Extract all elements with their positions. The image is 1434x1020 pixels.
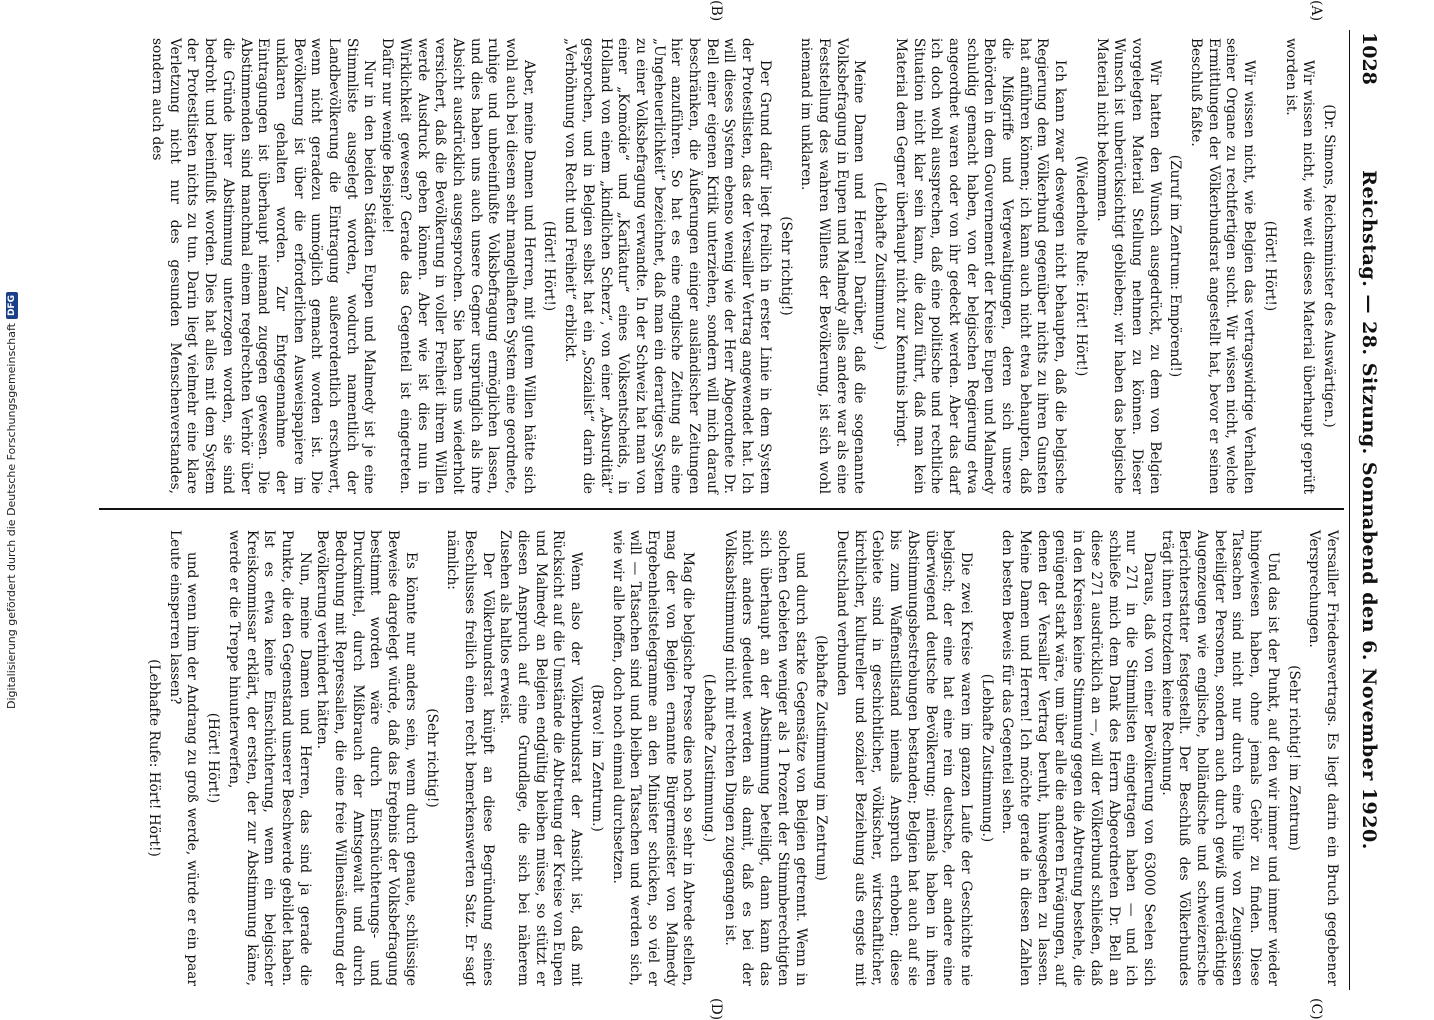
column-divider bbox=[99, 508, 1344, 510]
paragraph: und durch starke Gegensätze von Belgien getrennt. Wenn in solchen Gebieten weniger als 1 Prozent der Stimmberechtigten sich überhaupt an der Abstimmung beteiligt, dann kann das nicht anders gedeutet werden als damit, daß es bei der Volksabstimmung nicht mit rechten Dingen zugegangen ist. bbox=[721, 530, 809, 986]
margin-letter-a: (A) bbox=[1308, 0, 1324, 22]
page-header bbox=[1349, 30, 1384, 990]
interjection: (Hört! Hört!) bbox=[205, 712, 222, 804]
margin-letter-d: (D) bbox=[708, 998, 724, 1020]
interjection: (Hört! Hört!) bbox=[1261, 220, 1278, 312]
paragraph: Meine Damen und Herren! Darüber, daß die sogenannte Volksbefragung in Eupen und Malmedy alles andere war als eine Feststellung des wahren Willens der Bevölkerung, ist sich wohl niemand im unklaren. bbox=[798, 38, 868, 494]
footer-credit bbox=[2, 0, 20, 1000]
paragraph: Es könnte nur anders sein, wenn durch genaue, schlüssige Beweise dargelegt würde, daß das Ergebnis der Volksbefragung bestimmt worden wäre durch Einschüchterungs- und Druckmittel, durch Mißbrauch der Amtsgewalt und durch Bedrohung mit Repressalien, die eine freie Willensäußerung der Bevölkerung verhindert hätten. bbox=[314, 530, 419, 986]
right-text-column bbox=[141, 530, 1340, 986]
interjection: (Hört! Hört!) bbox=[541, 220, 558, 312]
dfg-logo-icon: DFG bbox=[5, 292, 17, 319]
footer-text: Digitalisierung gefördert durch die Deutsche Forschungsgemeinschaft bbox=[4, 322, 18, 709]
interjection: (Bravo! im Zentrum.) bbox=[588, 684, 605, 832]
interjection: (lebhafte Zustimmung im Zentrum) bbox=[813, 635, 830, 881]
paragraph: Daraus, daß von einer Bevölkerung von 63000 Seelen sich nur 271 in die Stimmlisten eingetragen haben — und ich schließe mich dem Dank des Herrn Abgeordneten Dr. Bell an diese 271 ausdrücklich an —, will der Völkerbund schließen, daß in den Kreisen keine Stimmung gegen die Abtretung bestehe, die genügend stark wäre, um über alle die anderen Erwägungen, auf denen der Versailler Vertrag beruht, hinwegsehen zu lassen. Meine Damen und Herren! Ich möchte gerade in diesen Zahlen den besten Beweis für das Gegenteil sehen. bbox=[999, 530, 1157, 986]
page-number: 1028 bbox=[1358, 32, 1380, 85]
paragraph: Nur in den beiden Städten Eupen und Malmedy ist je eine Stimmliste ausgelegt worden, wodurch namentlich der Landbevölkerung die Eintragung außerordentlich erschwert, wenn nicht geradezu unmöglich gemacht worden ist. Die Bevölkerung ist über die erforderlichen Ausweispapiere im unklaren gehalten worden. Zur Entgegennahme der Eintragungen ist überhaupt niemand zugegen gewesen. Die Abstimmenden sind manchmal einem regelrechten Verhör über die Gründe ihrer Abstimmung unterzogen worden, sie sind bedroht und beeinflußt worden. Dies hat alles mit dem System der Protestlisten nichts zu tun. Darin liegt vielmehr eine klare Verletzung nicht nur des gesunden Menschenverstandes, sondern auch des bbox=[149, 38, 378, 494]
rotated-page bbox=[94, 0, 1384, 1020]
paragraph: Wir wissen nicht, wie Belgien das vertragswidrige Verhalten seiner Organe zu rechtfertigen sucht. Wir wissen nicht, welche Ermittlungen der Völkerbundsrat angestellt hat, bevor er seinen Beschluß faßte. bbox=[1188, 38, 1258, 494]
paragraph: Aber, meine Damen und Herren, mit gutem Willen hätte sich wohl auch bei diesem sehr mangelhaften System eine geordnete, ruhige und unbeeinflußte Volksbefragung ermöglichen lassen, und dies haben uns auch unsere Gegner ursprünglich als ihre Absicht ausdrücklich ausgesprochen. Sie haben uns wiederholt versichert, daß die Bevölkerung in voller Freiheit ihrem Willen werde Ausdruck geben können. Aber wie ist dies nun in Wirklichkeit gewesen? Gerade das Gegenteil ist eingetreten. Dafür nur wenige Beispiele! bbox=[379, 38, 537, 494]
paragraph: Der Grund dafür liegt freilich in erster Linie in dem System der Protestlisten, das der Versailler Vertrag angewendet hat. Ich will dieses System ebenso wenig wie der Herr Abgeordnete Dr. Bell einer eigenen Kritik unterziehen, sondern will mich darauf beschränken, die Äußerungen einiger ausländischer Zeitungen hier anzuführen. So hat es eine englische Zeitung als eine „Ungeheuerlichkeit“ bezeichnet, daß man ein derartiges System zu einer Volksbefragung verwandte. In der Schweiz hat man von einer „Komödie“ und „Karikatur“ eines Volksentscheids, in Holland von einem „kindlichen Scherz“, von einer „Absurdität“ gesprochen, und in Belgien selbst hat ein „Sozialist“ darin die „Verhöhnung von Recht und Freiheit“ erblickt. bbox=[562, 38, 773, 494]
paragraph: Wir wissen nicht, wie weit dieses Material überhaupt geprüft worden ist. bbox=[1282, 38, 1317, 494]
interjection: (Wiederholte Rufe: Hört! Hört!) bbox=[1072, 155, 1089, 377]
interjection: (Sehr richtig!) bbox=[423, 708, 440, 808]
interjection: (Lebhafte Rufe: Hört! Hört!) bbox=[146, 659, 162, 857]
interjection: (Lebhafte Zustimmung.) bbox=[701, 673, 718, 843]
margin-letter-c: (C) bbox=[1308, 998, 1324, 1020]
interjection: (Sehr richtig!) bbox=[777, 216, 794, 316]
paragraph: Wenn also der Völkerbundsrat der Ansicht ist, daß mit Rücksicht auf die Umstände die Abtretung der Kreise von Eupen und Malmedy an Belgien endgültig bleiben müsse, so stützt er diesen Anspruch auf eine Grundlage, die sich bei näherem Zusehen als haltlos erweist. bbox=[497, 530, 585, 986]
margin-letter-b: (B) bbox=[708, 0, 724, 22]
paragraph: Wir hatten den Wunsch ausgedrückt, zu dem von Belgien vorgelegten Material Stellung nehmen zu können. Dieser Wunsch ist unberücksichtigt geblieben; wir haben das belgische Material nicht bekommen. bbox=[1093, 38, 1163, 494]
interjection: (Zuruf im Zentrum: Empörend!) bbox=[1167, 154, 1184, 378]
paragraph: Die zwei Kreise waren im ganzen Laufe der Geschichte nie belgisch; der eine hat eine rein deutsche, der andere eine überwiegend deutsche Bevölkerung; niemals haben in ihren Abstimmungsbestrebungen bestanden; Belgien hat auch auf sie bis zum Waffenstillstand niemals Anspruch erhoben; diese Gebiete sind in geschichtlicher, völkischer, wirtschaftlicher, kirchlicher, kultureller und sozialer Beziehung aufs engste mit Deutschland verbunden bbox=[834, 530, 974, 986]
paragraph: Ich kann zwar deswegen nicht behaupten, daß die belgische Regierung dem Völkerbund gegenüber nichts zu ihren Gunsten hat anführen können; ich kann auch nicht etwa behaupten, daß die Mißgriffe und Vergewaltigungen, deren sich unsere Behörden in dem Gouvernement der Kreise Eupen und Malmedy schuldig gemacht haben, von der belgischen Regierung etwa angeordnet waren oder von ihr gedeckt werden. Aber das darf ich doch wohl aussprechen, daß eine politische und rechtliche Situation nicht klar sein kann, die dazu führt, daß man kein Material dem Gegner überhaupt nicht zur Kenntnis bringt. bbox=[892, 38, 1069, 494]
paragraph: Der Völkerbundsrat knüpft an diese Begründung seines Beschlusses freilich einen recht bemerkenswerten Satz. Er sagt nämlich: bbox=[444, 530, 496, 986]
paragraph: und wenn ihm der Andrang zu groß werde, würde er ein paar Leute einsperren lassen? bbox=[166, 530, 201, 986]
paragraph: Nun, meine Damen und Herren, das sind ja gerade die Punkte, die den Gegenstand unserer Beschwerde gebildet haben. Ist es etwa keine Einschüchterung, wenn ein belgischer Kreiskommissar erklärt, der ersten, der zur Abstimmung käme, werde er die Treppe hinunterwerfen, bbox=[225, 530, 313, 987]
interjection: (Lebhafte Zustimmung.) bbox=[872, 181, 889, 351]
interjection: (Dr. Simons, Reichsminister des Auswärtigen.) bbox=[1321, 104, 1337, 428]
paragraph: Und das ist der Punkt, auf den wir immer und immer wieder hingewiesen haben, ohne jemals Gehör zu finden. Diese Tatsachen sind nicht nur durch eine Fülle von Zeugnissen beteiligter Personen, sondern auch durch gewiß unverdächtige Augenzeugen wie englische, holländische und schweizerische Berichterstatter festgestellt. Der Beschluß des Völkerbundes trägt ihnen trotzdem keine Rechnung. bbox=[1158, 530, 1281, 986]
interjection: (Lebhafte Zustimmung.) bbox=[978, 673, 995, 843]
paragraph: Mag die belgische Presse dies noch so sehr in Abrede stellen, mag der von Belgien ernannte Bürgermeister von Malmedy Ergebenheitstelegramme an den Minister schicken, so viel er will — Tatsachen sind und bleiben Tatsachen und werden sich, wie wir alle hoffen, doch noch einmal durchsetzen. bbox=[609, 530, 697, 986]
interjection: (Sehr richtig! im Zentrum) bbox=[1285, 665, 1302, 851]
paragraph: Versailler Friedensvertrags. Es liegt darin ein Bruch gegebener Versprechungen. bbox=[1306, 530, 1340, 986]
page-title: Reichstag. — 28. Sitzung. Sonnabend den 6. November 1920. bbox=[1358, 170, 1380, 850]
left-text-column bbox=[147, 38, 1340, 494]
